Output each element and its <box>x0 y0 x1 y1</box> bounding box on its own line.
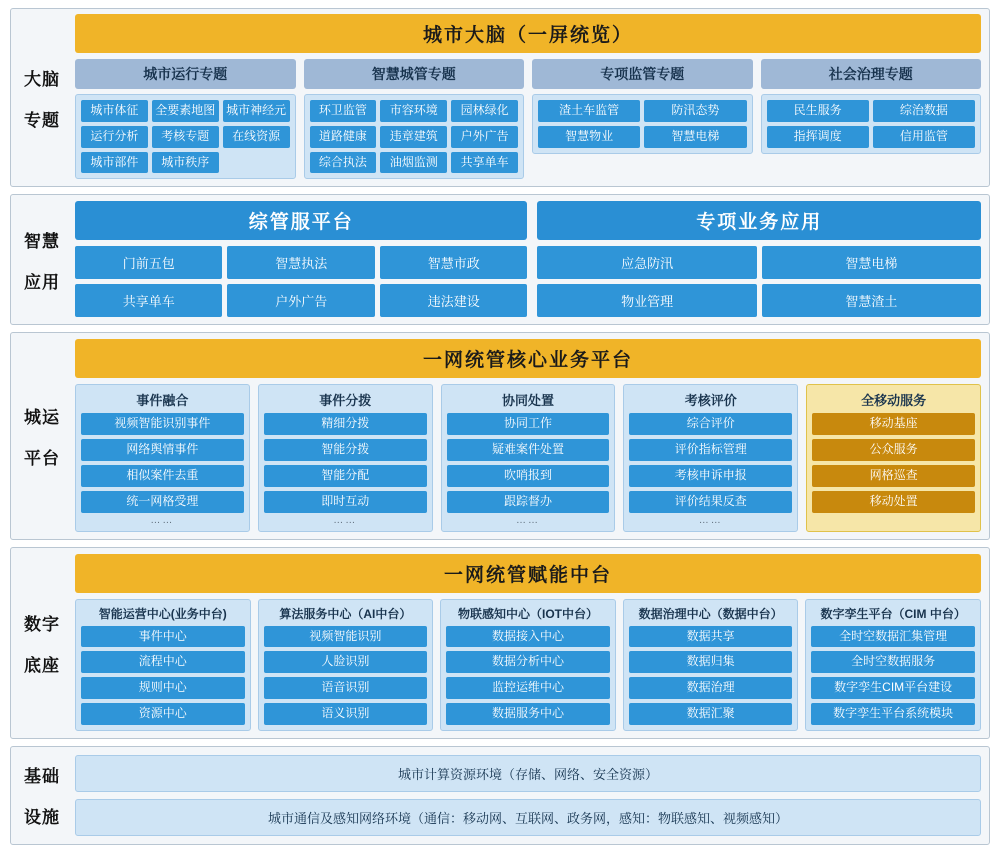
brain-column-title: 社会治理专题 <box>761 59 982 89</box>
core-platform-title: 一网统管核心业务平台 <box>75 339 981 378</box>
middle-item[interactable]: 人脸识别 <box>264 651 428 673</box>
core-item[interactable]: 移动处置 <box>812 491 975 513</box>
band-label-city-brain <box>11 9 73 186</box>
band-label-smart-applications <box>11 195 73 324</box>
core-column-mobile-services <box>806 384 981 531</box>
middle-column-iot-center <box>440 599 616 731</box>
brain-item[interactable]: 综合执法 <box>310 152 377 174</box>
middle-column-operation-center <box>75 599 251 731</box>
core-item[interactable]: 跟踪督办 <box>447 491 610 513</box>
brain-item[interactable]: 智慧物业 <box>538 126 640 148</box>
middle-item[interactable]: 全时空数据汇集管理 <box>811 626 975 648</box>
middle-item[interactable]: 事件中心 <box>81 626 245 648</box>
band-label-line2: 专题 <box>24 110 60 130</box>
brain-column-smart-urban-management <box>304 59 525 179</box>
core-column-title: 全移动服务 <box>861 393 927 409</box>
core-item[interactable]: 即时互动 <box>264 491 427 513</box>
core-item[interactable]: 智能分拨 <box>264 439 427 461</box>
middle-column-data-governance <box>623 599 799 731</box>
core-column-title: 协同处置 <box>501 393 554 409</box>
band-label-line1: 智慧 <box>24 231 60 251</box>
band-label-line2: 应用 <box>24 272 60 292</box>
middle-item[interactable]: 数字孪生平台系统模块 <box>811 703 975 725</box>
middle-item[interactable]: 资源中心 <box>81 703 245 725</box>
middle-column-title: 数字孪生平台（CIM 中台） <box>820 606 966 621</box>
band-city-brain <box>10 8 990 187</box>
brain-item[interactable]: 城市秩序 <box>152 152 219 174</box>
apps-column-title: 专项业务应用 <box>537 201 981 240</box>
brain-item[interactable]: 信用监管 <box>873 126 975 148</box>
band-label-line1: 大脑 <box>24 69 60 89</box>
core-column-title: 事件融合 <box>136 393 189 409</box>
apps-column-title: 综管服平台 <box>75 201 527 240</box>
apps-item[interactable]: 门前五包 <box>75 246 222 279</box>
apps-item[interactable]: 违法建设 <box>380 284 527 317</box>
middle-item[interactable]: 全时空数据服务 <box>811 651 975 673</box>
core-column-title: 考核评价 <box>684 393 737 409</box>
brain-item[interactable]: 油烟监测 <box>380 152 447 174</box>
brain-item[interactable]: 户外广告 <box>451 126 518 148</box>
infra-row: 城市通信及感知网络环境（通信：移动网、互联网、政务网，感知：物联感知、视频感知） <box>75 799 981 836</box>
middle-column-title: 智能运营中心(业务中台) <box>98 606 227 621</box>
middle-item[interactable]: 视频智能识别 <box>264 626 428 648</box>
middle-item[interactable]: 数据服务中心 <box>446 703 610 725</box>
core-item[interactable]: 视频智能识别事件 <box>81 413 244 435</box>
core-column-collaborative-handling <box>441 384 616 531</box>
brain-item[interactable]: 违章建筑 <box>380 126 447 148</box>
band-label-line1: 城运 <box>24 407 60 427</box>
brain-item[interactable]: 共享单车 <box>451 152 518 174</box>
infra-row: 城市计算资源环境（存储、网络、安全资源） <box>75 755 981 792</box>
band-infrastructure <box>10 746 990 845</box>
apps-item[interactable]: 共享单车 <box>75 284 222 317</box>
core-item[interactable]: 网格巡查 <box>812 465 975 487</box>
apps-column-special-business <box>537 201 981 317</box>
brain-item[interactable]: 考核专题 <box>152 126 219 148</box>
core-column-title: 事件分拨 <box>319 393 372 409</box>
core-column-dots: …… <box>698 514 723 526</box>
core-item[interactable]: 评价结果反查 <box>629 491 792 513</box>
brain-item[interactable]: 指挥调度 <box>767 126 869 148</box>
middle-item[interactable]: 数字孪生CIM平台建设 <box>811 677 975 699</box>
brain-item[interactable]: 市容环境 <box>380 100 447 122</box>
brain-item[interactable]: 环卫监管 <box>310 100 377 122</box>
core-column-event-dispatch <box>258 384 433 531</box>
core-column-event-fusion <box>75 384 250 531</box>
middle-item[interactable]: 监控运维中心 <box>446 677 610 699</box>
brain-item[interactable]: 渣土车监管 <box>538 100 640 122</box>
apps-item[interactable]: 智慧电梯 <box>762 246 981 279</box>
core-item[interactable]: 统一网格受理 <box>81 491 244 513</box>
brain-item[interactable]: 在线资源 <box>223 126 290 148</box>
band-core-platform <box>10 332 990 539</box>
brain-column-city-operation <box>75 59 296 179</box>
brain-column-special-supervision <box>532 59 753 179</box>
core-item[interactable]: 公众服务 <box>812 439 975 461</box>
core-item[interactable]: 网络舆情事件 <box>81 439 244 461</box>
core-item[interactable]: 疑难案件处置 <box>447 439 610 461</box>
middle-item[interactable]: 数据分析中心 <box>446 651 610 673</box>
brain-item[interactable]: 民生服务 <box>767 100 869 122</box>
middle-column-title: 数据治理中心（数据中台） <box>638 606 783 621</box>
core-item[interactable]: 移动基座 <box>812 413 975 435</box>
core-item[interactable]: 相似案件去重 <box>81 465 244 487</box>
middle-item[interactable]: 数据归集 <box>629 651 793 673</box>
brain-item[interactable]: 城市神经元 <box>223 100 290 122</box>
apps-item[interactable]: 应急防汛 <box>537 246 756 279</box>
core-item[interactable]: 综合评价 <box>629 413 792 435</box>
apps-column-comprehensive-platform <box>75 201 527 317</box>
brain-item[interactable]: 道路健康 <box>310 126 377 148</box>
middle-column-digital-twin <box>805 599 981 731</box>
middle-platform-title: 一网统管赋能中台 <box>75 554 981 593</box>
band-label-line1: 基础 <box>24 767 60 787</box>
core-item[interactable]: 考核申诉申报 <box>629 465 792 487</box>
brain-column-title: 专项监管专题 <box>532 59 753 89</box>
apps-item[interactable]: 智慧市政 <box>380 246 527 279</box>
apps-item[interactable]: 智慧渣土 <box>762 284 981 317</box>
brain-item[interactable]: 智慧电梯 <box>644 126 746 148</box>
middle-item[interactable]: 数据汇聚 <box>629 703 793 725</box>
middle-column-algorithm-center <box>258 599 434 731</box>
band-label-line1: 数字 <box>24 614 60 634</box>
middle-item[interactable]: 数据接入中心 <box>446 626 610 648</box>
brain-item[interactable]: 防汛态势 <box>644 100 746 122</box>
apps-item[interactable]: 智慧执法 <box>227 246 374 279</box>
city-brain-title: 城市大脑（一屏统览） <box>75 14 981 53</box>
core-item[interactable]: 智能分配 <box>264 465 427 487</box>
band-smart-applications <box>10 194 990 325</box>
brain-item[interactable]: 城市体征 <box>81 100 148 122</box>
brain-item[interactable]: 城市部件 <box>81 152 148 174</box>
core-column-dots: …… <box>515 514 540 526</box>
band-label-line2: 平台 <box>24 448 60 468</box>
band-label-line2: 底座 <box>24 655 60 675</box>
band-label-core-platform <box>11 333 73 538</box>
core-item[interactable]: 精细分拨 <box>264 413 427 435</box>
core-item[interactable]: 协同工作 <box>447 413 610 435</box>
brain-item[interactable]: 综治数据 <box>873 100 975 122</box>
core-item[interactable]: 吹哨报到 <box>447 465 610 487</box>
core-column-assessment <box>623 384 798 531</box>
middle-item[interactable]: 数据共享 <box>629 626 793 648</box>
core-column-dots: …… <box>333 514 358 526</box>
brain-item[interactable]: 全要素地图 <box>152 100 219 122</box>
middle-column-title: 算法服务中心（AI中台） <box>279 606 412 621</box>
core-item[interactable]: 评价指标管理 <box>629 439 792 461</box>
core-column-dots: …… <box>150 514 175 526</box>
band-label-digital-base <box>11 548 73 738</box>
middle-item[interactable]: 数据治理 <box>629 677 793 699</box>
middle-column-title: 物联感知中心（IOT中台） <box>457 606 598 621</box>
apps-item[interactable]: 物业管理 <box>537 284 756 317</box>
apps-item[interactable]: 户外广告 <box>227 284 374 317</box>
band-label-line2: 设施 <box>24 808 60 828</box>
band-label-infrastructure <box>11 747 73 844</box>
band-enablement-middle-platform <box>10 547 990 739</box>
brain-item[interactable]: 运行分析 <box>81 126 148 148</box>
brain-column-social-governance <box>761 59 982 179</box>
brain-column-title: 智慧城管专题 <box>304 59 525 89</box>
core-column-dots <box>812 515 975 526</box>
middle-item[interactable]: 语音识别 <box>264 677 428 699</box>
middle-item[interactable]: 流程中心 <box>81 651 245 673</box>
brain-column-title: 城市运行专题 <box>75 59 296 89</box>
brain-item[interactable]: 园林绿化 <box>451 100 518 122</box>
middle-item[interactable]: 规则中心 <box>81 677 245 699</box>
middle-item[interactable]: 语义识别 <box>264 703 428 725</box>
